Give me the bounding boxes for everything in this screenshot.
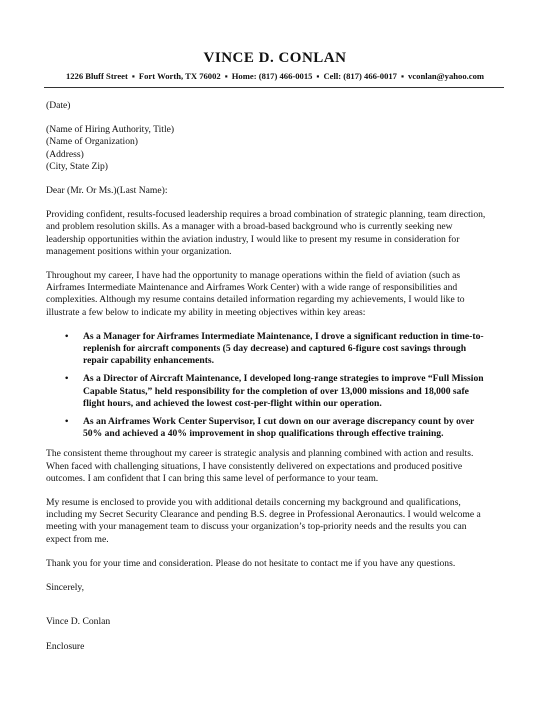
separator-icon: ▪ (131, 71, 135, 81)
achievement-line: Capable Status,” held responsibility for the completion of over 13,000 missions and 18,000 safe (83, 385, 469, 397)
achievement-item (46, 331, 508, 368)
paragraph-line: Thank you for your time and consideration. Please do not hesitate to contact me if you have any questions. (46, 557, 456, 569)
paragraph-line: expect from me. (46, 533, 109, 545)
achievement-line: 50% and achieved a 40% improvement in shop qualifications through effective training. (83, 428, 444, 440)
paragraph-line: My resume is enclosed to provide you with additional details concerning my background and qualifications, (46, 497, 461, 509)
paragraph-line: Throughout my career, I have had the opportunity to manage operations within the field of aviation (such as (46, 270, 461, 282)
sender-name: VINCE D. CONLAN (203, 50, 347, 66)
paragraph-line: complexities. Although my resume contains detailed information regarding my achievements, I would like to (46, 294, 465, 306)
paragraph-line: management positions within your organization. (46, 245, 232, 257)
paragraph-theme (46, 448, 508, 485)
paragraph-thanks (46, 558, 508, 570)
salutation-text: Dear (Mr. Or Ms.)(Last Name): (46, 185, 168, 197)
bullet-icon: • (65, 416, 69, 428)
paragraph-line: leadership opportunities within the aviation industry, I would like to present my resume in consideration for (46, 233, 460, 245)
signature (46, 616, 508, 628)
enclosure-note (46, 641, 508, 653)
recipient-line: (Address) (46, 148, 84, 160)
recipient-line: (City, State Zip) (46, 160, 108, 172)
paragraph-line: Providing confident, results-focused leadership requires a broad combination of strategic planning, team direction, (46, 209, 486, 221)
paragraph-line: illustrate a few below to indicate my ability in meeting objectives within key areas: (46, 306, 366, 318)
salutation (46, 185, 508, 197)
bullet-icon: • (65, 373, 69, 385)
separator-icon: ▪ (400, 71, 405, 81)
achievement-line: replenish for aircraft components (5 day decrease) and captured 6-figure cost savings through (83, 343, 467, 355)
contact-line (0, 71, 550, 82)
enclosure-text: Enclosure (46, 640, 85, 652)
paragraph-enclosed (46, 497, 508, 546)
home-phone: Home: (817) 466-0015 (231, 71, 313, 81)
date-line (46, 100, 508, 112)
paragraph-line: outcomes. I am confident that I can bring this same level of performance to your team. (46, 472, 379, 484)
achievement-line: As an Airframes Work Center Supervisor, I cut down on our average discrepancy count by over (83, 416, 475, 428)
paragraph-line: The consistent theme throughout my career is strategic analysis and planning combined with action and results. (46, 448, 474, 460)
signature-name: Vince D. Conlan (46, 616, 111, 628)
paragraph-line: including my Secret Security Clearance and pending B.S. degree in Professional Aeronautics. I would welcome a (46, 509, 481, 521)
paragraph-line: When faced with challenging situations, I have consistently delivered on expectations and produced positive (46, 460, 463, 472)
date-text: (Date) (46, 100, 71, 111)
separator-icon: ▪ (224, 71, 228, 81)
achievement-line: repair capability enhancements. (83, 355, 215, 367)
paragraph-intro (46, 209, 508, 258)
achievement-line: As a Manager for Airframes Intermediate Maintenance, I drove a significant reduction in time-to- (83, 330, 484, 342)
achievements-list (46, 331, 508, 441)
paragraph-career (46, 270, 508, 319)
cell-phone: Cell: (817) 466-0017 (323, 71, 397, 81)
achievement-line: As a Director of Aircraft Maintenance, I developed long-range strategies to improve “Full Mission (83, 373, 484, 385)
paragraph-line: meeting with your management team to discuss your organization’s top-priority needs and the results you can (46, 521, 467, 533)
paragraph-line: Airframes Intermediate Maintenance and Airframes Work Center) with a wide range of responsibilities and (46, 282, 458, 294)
closing-text: Sincerely, (46, 582, 85, 594)
letter-body (46, 100, 508, 653)
paragraph-line: and problem resolution skills. As a manager with a broad-based background who is currently seeking new (46, 221, 453, 233)
achievement-item (46, 416, 508, 440)
recipient-line: (Name of Hiring Authority, Title) (46, 124, 175, 136)
achievement-item (46, 373, 508, 410)
city-state-zip: Fort Worth, TX 76002 (138, 71, 221, 81)
bullet-icon: • (65, 330, 69, 342)
separator-icon: ▪ (316, 71, 320, 81)
header-divider (44, 87, 504, 88)
recipient-line: (Name of Organization) (46, 136, 138, 148)
closing (46, 582, 508, 594)
achievement-line: flight hours, and achieved the lowest cost-per-flight within our operation. (83, 397, 382, 409)
recipient-block (46, 124, 508, 173)
street-address: 1226 Bluff Street (65, 71, 128, 81)
email-address: vconlan@yahoo.com (408, 71, 485, 81)
